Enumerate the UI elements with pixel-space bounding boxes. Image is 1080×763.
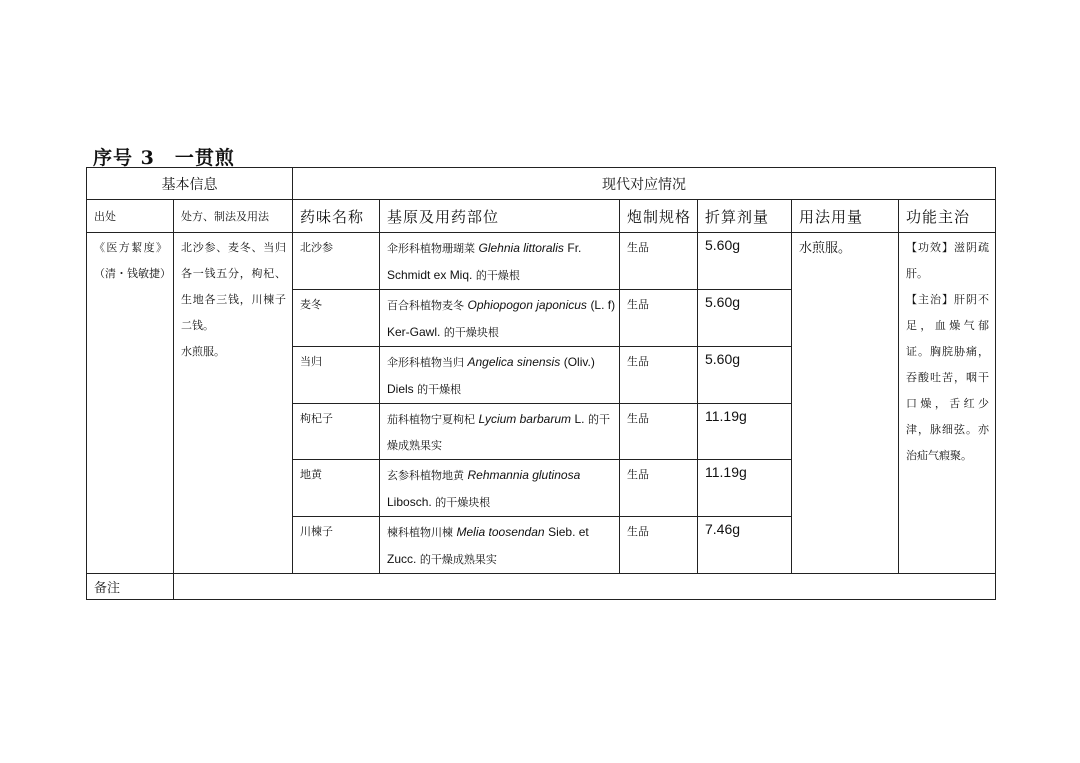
herb-part: 的干燥根 <box>417 383 462 396</box>
function-cell <box>899 233 996 574</box>
note-value <box>174 574 996 600</box>
prescription-text: 北沙参、麦冬、当归各一钱五分，枸杞、生地各三钱，川楝子二钱。 <box>181 241 286 332</box>
note-row <box>87 574 996 600</box>
processing-cell: 生品 <box>620 290 698 347</box>
herb-part: 的干燥成熟果实 <box>419 553 497 566</box>
header-row-2 <box>87 200 996 233</box>
herb-name: 地黄 <box>293 460 380 517</box>
processing-cell: 生品 <box>620 404 698 460</box>
latin-name: Lycium barbarum <box>478 412 571 426</box>
processing-cell: 生品 <box>620 233 698 290</box>
formula-table <box>86 167 996 600</box>
basic-info-header: 基本信息 <box>87 168 293 200</box>
col-origin: 基原及用药部位 <box>380 200 620 233</box>
herb-name: 北沙参 <box>293 233 380 290</box>
latin-author: (L. f) Ker-Gawl. <box>387 298 616 339</box>
col-processing: 炮制规格 <box>620 200 698 233</box>
processing-cell: 生品 <box>620 460 698 517</box>
latin-author: Sieb. et Zucc. <box>387 525 589 566</box>
herb-origin <box>380 517 620 574</box>
header-row-1 <box>87 168 996 200</box>
latin-author: Fr. Schmidt ex Miq. <box>387 241 582 282</box>
herb-part: 的干燥成熟果实 <box>387 413 610 452</box>
origin-cn: 伞形科植物珊瑚菜 <box>387 242 475 255</box>
dose-cell: 5.60g <box>698 233 792 290</box>
latin-author: Libosch. <box>387 495 432 509</box>
dose-cell: 5.60g <box>698 347 792 404</box>
herb-part: 的干燥块根 <box>443 326 499 339</box>
herb-name: 当归 <box>293 347 380 404</box>
latin-name: Melia toosendan <box>456 525 545 539</box>
herb-origin <box>380 404 620 460</box>
page-title: 序号 3 一贯煎 <box>93 147 235 169</box>
latin-name: Glehnia littoralis <box>478 241 564 255</box>
processing-cell: 生品 <box>620 517 698 574</box>
col-prescription: 处方、制法及用法 <box>174 200 293 233</box>
origin-cn: 百合科植物麦冬 <box>387 299 464 312</box>
col-herb-name: 药味名称 <box>293 200 380 233</box>
dose-cell: 7.46g <box>698 517 792 574</box>
col-function: 功能主治 <box>899 200 996 233</box>
usage-cell: 水煎服。 <box>792 233 899 574</box>
dose-cell: 5.60g <box>698 290 792 347</box>
latin-name: Rehmannia glutinosa <box>467 468 581 482</box>
indication-text: 【主治】肝阴不足，血燥气郁证。胸脘胁痛，吞酸吐苦，咽干口燥，舌红少津，脉细弦。亦治疝气瘕聚。 <box>906 293 990 462</box>
prescription-cell <box>174 233 293 574</box>
prescription-method: 水煎服。 <box>181 345 225 358</box>
origin-cn: 玄参科植物地黄 <box>387 469 464 482</box>
herb-origin <box>380 460 620 517</box>
function-text: 【功效】滋阴疏肝。 <box>906 241 990 280</box>
note-label: 备注 <box>87 574 174 600</box>
herb-name: 麦冬 <box>293 290 380 347</box>
latin-author: (Oliv.) Diels <box>387 355 595 396</box>
origin-cn: 茄科植物宁夏枸杞 <box>387 413 475 426</box>
latin-author: L. <box>574 412 585 426</box>
herb-name: 川楝子 <box>293 517 380 574</box>
herb-name: 枸杞子 <box>293 404 380 460</box>
table-row <box>87 233 996 290</box>
col-usage: 用法用量 <box>792 200 899 233</box>
herb-part: 的干燥根 <box>475 269 520 282</box>
col-dose: 折算剂量 <box>698 200 792 233</box>
herb-origin <box>380 233 620 290</box>
herb-origin <box>380 347 620 404</box>
latin-name: Ophiopogon japonicus <box>467 298 587 312</box>
dose-cell: 11.19g <box>698 460 792 517</box>
processing-cell: 生品 <box>620 347 698 404</box>
herb-part: 的干燥块根 <box>435 496 491 509</box>
modern-header: 现代对应情况 <box>293 168 996 200</box>
source-cell: 《医方絜度》（清・钱敏捷） <box>87 233 174 574</box>
dose-cell: 11.19g <box>698 404 792 460</box>
origin-cn: 楝科植物川楝 <box>387 526 453 539</box>
col-source: 出处 <box>87 200 174 233</box>
origin-cn: 伞形科植物当归 <box>387 356 464 369</box>
herb-origin <box>380 290 620 347</box>
latin-name: Angelica sinensis <box>467 355 561 369</box>
